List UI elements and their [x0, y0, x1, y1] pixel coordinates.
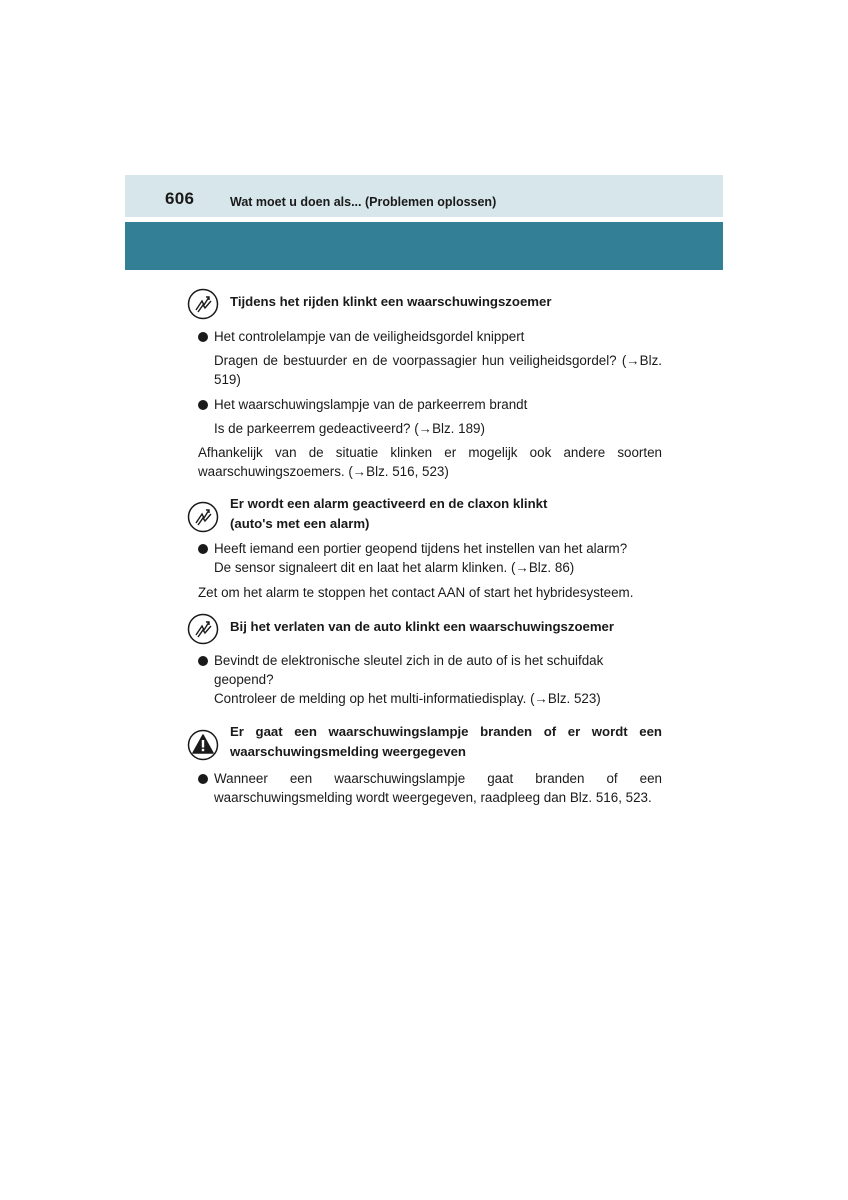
topic-alarm	[187, 494, 662, 534]
topic-title: Er gaat een waarschuwingslampje branden of er wordt een waarschuwingsmelding weergegeven	[230, 724, 662, 759]
topic-leaving-vehicle	[187, 613, 662, 637]
topic-title: Bij het verlaten van de auto klinkt een waarschuwingszoemer	[230, 619, 615, 634]
list-item	[187, 539, 662, 577]
topic-subtitle: (auto's met een alarm)	[230, 516, 370, 531]
page-number: 606	[165, 189, 195, 208]
paragraph: Zet om het alarm te stoppen het contact AAN of start het hybridesysteem.	[198, 585, 634, 600]
bullet-dot	[198, 332, 208, 342]
header-band	[125, 222, 723, 270]
topic-title: Er wordt een alarm geactiveerd en de claxon klinkt	[230, 496, 548, 511]
header-bar	[125, 175, 723, 217]
list-item	[187, 327, 662, 346]
bullet-dot	[198, 774, 208, 784]
topic-warning-light	[187, 722, 662, 762]
topic-driving-buzzer	[187, 288, 662, 312]
list-item	[187, 395, 662, 414]
troubleshoot-icon	[187, 288, 219, 320]
troubleshoot-icon	[187, 501, 219, 533]
bullet-text: Bevindt de elektronische sleutel zich in de auto of is het schuifdak geopend?	[214, 653, 604, 687]
bullet-text: Wanneer een waarschuwingslampje gaat branden of een waarschuwingsmelding wordt weergegeven, raadpleeg dan Blz. 516, 523.	[214, 771, 662, 805]
bullet-text: De sensor signaleert dit en laat het alarm klinken. (→Blz. 86)	[214, 560, 575, 575]
bullet-dot	[198, 656, 208, 666]
paragraph: Afhankelijk van de situatie klinken er mogelijk ook andere soorten waarschuwingszoemers. (→Blz. 516, 523)	[198, 445, 662, 479]
bullet-detail: Is de parkeerrem gedeactiveerd? (→Blz. 189)	[214, 421, 485, 436]
bullet-detail: Dragen de bestuurder en de voorpassagier hun veiligheidsgordel? (→Blz. 519)	[214, 353, 662, 387]
bullet-text: Het controlelampje van de veiligheidsgordel knippert	[214, 329, 525, 344]
bullet-text: Het waarschuwingslampje van de parkeerrem brandt	[214, 397, 528, 412]
section-title: Wat moet u doen als... (Problemen oplossen)	[230, 195, 497, 209]
topic-title: Tijdens het rijden klinkt een waarschuwingszoemer	[230, 294, 552, 309]
bullet-dot	[198, 544, 208, 554]
bullet-dot	[198, 400, 208, 410]
list-item	[187, 769, 662, 807]
bullet-text: Heeft iemand een portier geopend tijdens het instellen van het alarm?	[214, 541, 628, 556]
page-content	[187, 288, 662, 807]
bullet-text: Controleer de melding op het multi-informatiedisplay. (→Blz. 523)	[214, 691, 601, 706]
troubleshoot-icon	[187, 613, 219, 645]
warning-icon	[187, 729, 219, 761]
list-item	[187, 651, 662, 708]
